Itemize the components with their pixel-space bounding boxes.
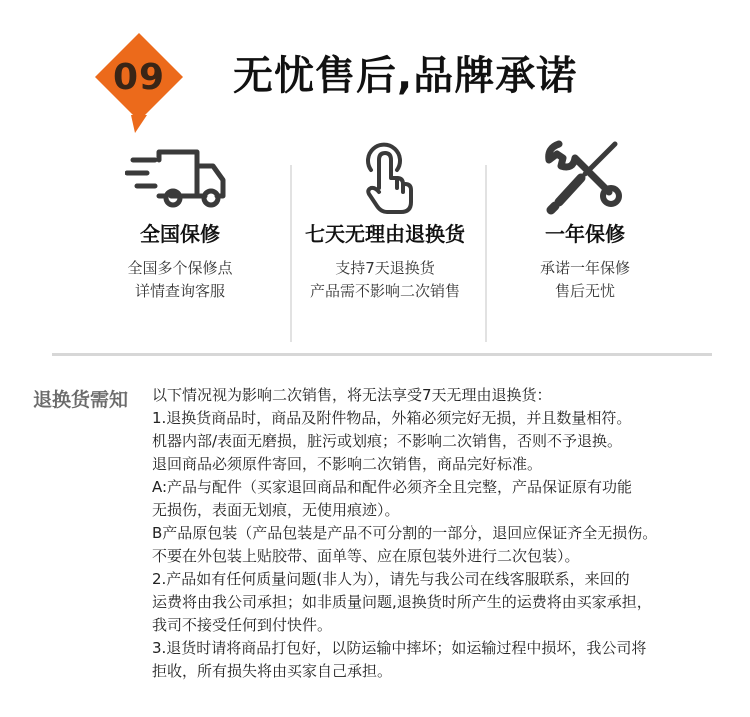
wrench-screwdriver-icon	[485, 140, 685, 215]
notice-line: 我司不接受任何到付快件。	[152, 616, 333, 634]
feature-title: 全国保修	[140, 222, 220, 246]
notice-line: 机器内部/表面无磨损，脏污或划痕；不影响二次销售，否则不予退换。	[152, 432, 623, 450]
feature-line: 支持7天退换货	[335, 259, 435, 277]
notice-line: B产品原包装（产品包装是产品不可分割的一部分，退回应保证齐全无损伤。	[152, 524, 658, 542]
feature-line: 产品需不影响二次销售	[309, 282, 460, 300]
feature-title: 一年保修	[545, 222, 625, 246]
page-title: 无忧售后,品牌承诺	[233, 53, 578, 99]
delivery-truck-icon	[80, 140, 280, 215]
notice-heading: 退换货需知	[33, 389, 129, 411]
badge-number: 09	[112, 57, 166, 98]
notice-line: A:产品与配件（买家退回商品和配件必须齐全且完整，产品保证原有功能	[152, 478, 633, 496]
notice-line: 无损伤，表面无划痕，无使用痕迹）。	[152, 501, 400, 519]
notice-line: 运费将由我公司承担；如非质量问题,退换货时所产生的运费将由买家承担，	[152, 593, 652, 611]
horizontal-divider	[52, 353, 712, 356]
notice-line: 退回商品必须原件寄回，不影响二次销售，商品完好标准。	[152, 455, 543, 473]
feature-line: 详情查询客服	[134, 282, 225, 300]
notice-line: 3.退货时请将商品打包好，以防运输中摔坏；如运输过程中损坏，我公司将	[152, 639, 647, 657]
notice-line: 以下情况视为影响二次销售，将无法享受7天无理由退换货：	[152, 386, 552, 404]
tap-finger-icon	[285, 140, 485, 215]
notice-line: 2.产品如有任何质量问题(非人为），请先与我公司在线客服联系，来回的	[152, 570, 630, 588]
notice-line: 1.退换货商品时，商品及附件物品，外箱必须完好无损，并且数量相符。	[152, 409, 632, 427]
feature-title: 七天无理由退换货	[305, 222, 465, 246]
feature-line: 全国多个保修点	[127, 259, 233, 277]
notice-line: 不要在外包装上贴胶带、面单等、应在原包装外进行二次包装）。	[152, 547, 580, 565]
feature-line: 承诺一年保修	[539, 259, 630, 277]
notice-line: 拒收，所有损失将由买家自己承担。	[152, 662, 393, 680]
feature-line: 售后无忧	[554, 282, 615, 300]
section-number-badge	[95, 33, 183, 133]
